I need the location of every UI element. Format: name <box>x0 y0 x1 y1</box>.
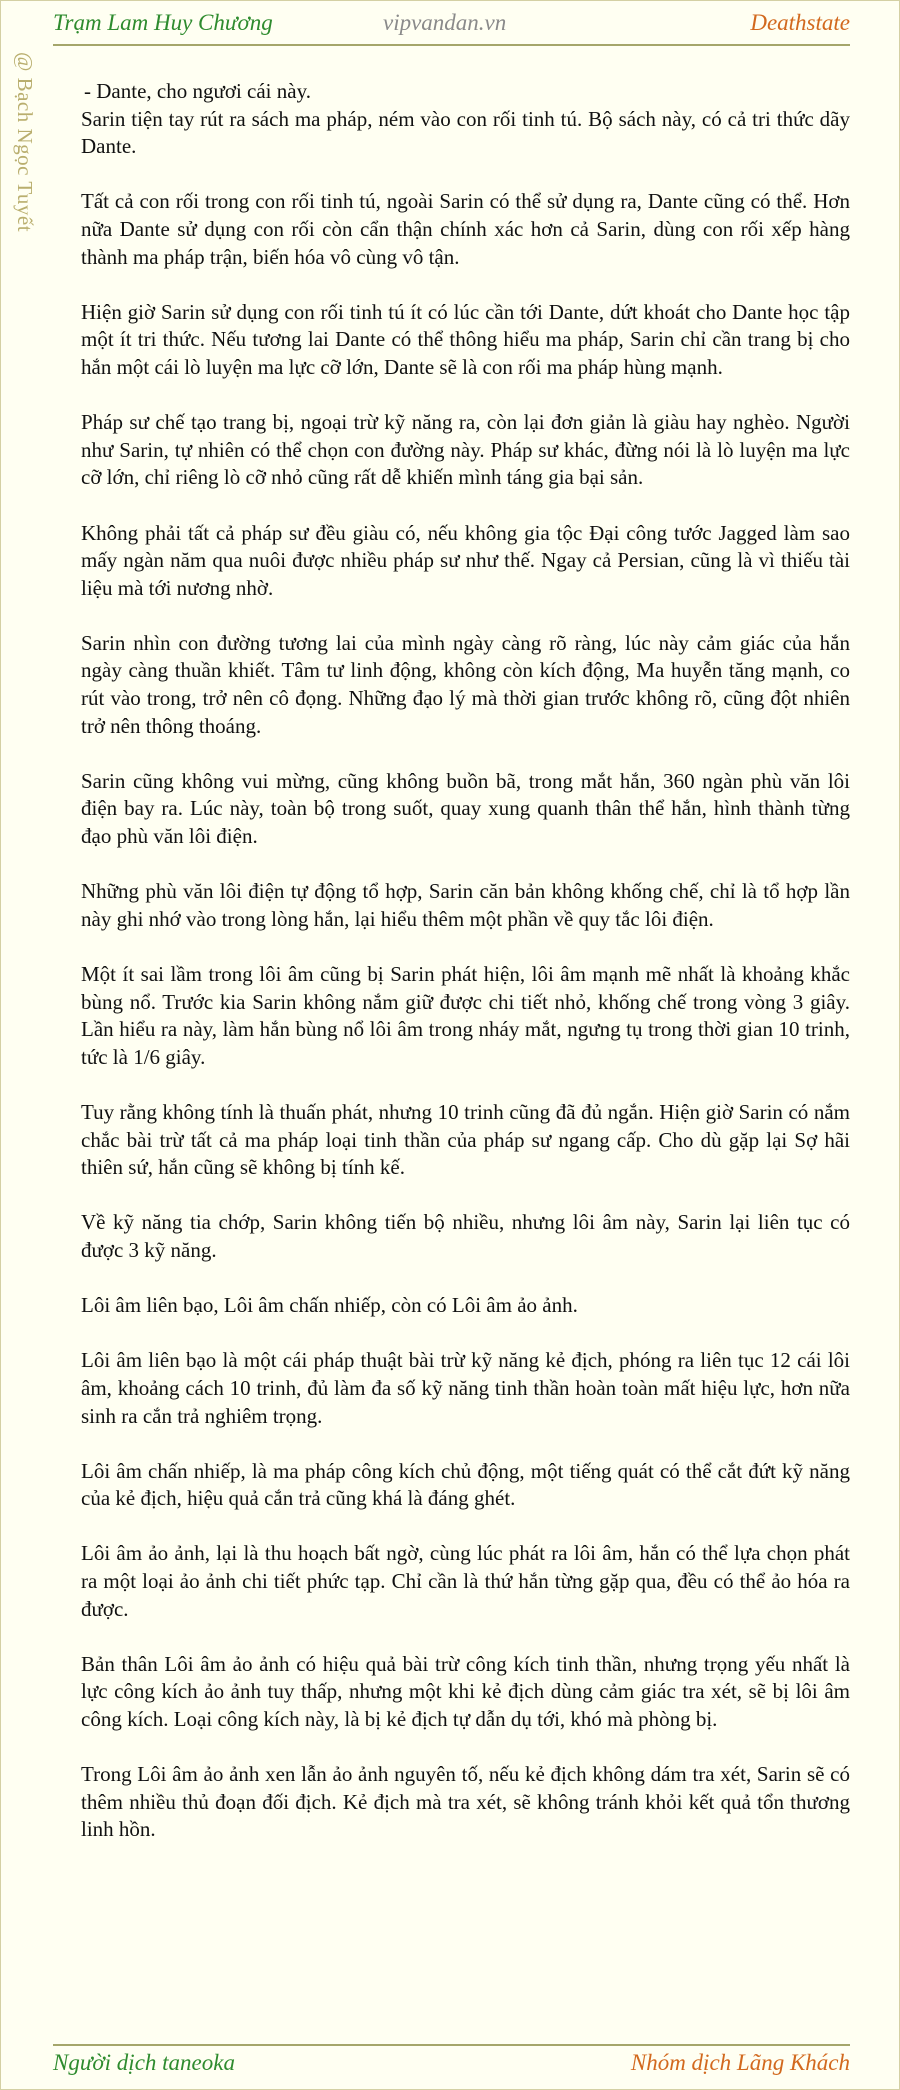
paragraph: Tất cả con rối trong con rối tinh tú, ngoài Sarin có thể sử dụng ra, Dante cũng có thể. Hơn nữa Dante sử dụng con rối còn cẩn thận chính xác hơn cả Sarin, dùng con rối xếp hàng thành ma pháp trận, biến hóa vô cùng vô tận. <box>81 189 850 269</box>
paragraph: Lôi âm chấn nhiếp, là ma pháp công kích chủ động, một tiếng quát có thể cắt đứt kỹ năng của kẻ địch, hiệu quả cắn trả cũng khá là đáng ghét. <box>81 1458 850 1511</box>
footer-group: Nhóm dịch Lãng Khách <box>630 2050 850 2075</box>
header-domain: vipvandan.vn <box>383 10 507 35</box>
header-divider <box>53 44 850 46</box>
paragraph: Về kỹ năng tia chớp, Sarin không tiến bộ nhiều, nhưng lôi âm này, Sarin lại liên tục có được 3 kỹ năng. <box>81 1210 850 1262</box>
paragraph: Những phù văn lôi điện tự động tổ hợp, Sarin căn bản không khống chế, chỉ là tổ hợp lần này ghi nhớ vào trong lòng hắn, lại hiểu thêm một phần về quy tắc lôi điện. <box>81 879 850 931</box>
side-credit: @ Bạch Ngọc Tuyết <box>13 52 37 233</box>
paragraph: Sarin nhìn con đường tương lai của mình ngày càng rõ ràng, lúc này cảm giác của hắn ngày càng thuần khiết. Tâm tư linh động, không còn kích động, Ma huyễn tăng mạnh, co rút vào trong, trở nên cô đọng. Những đạo lý mà thời gian trước không rõ, cũng đột nhiên trở nên thông thoáng. <box>81 630 850 738</box>
paragraph: Không phải tất cả pháp sư đều giàu có, nếu không gia tộc Đại công tước Jagged làm sao mấy ngàn năm qua nuôi được nhiều pháp sư như thế. Ngay cả Persian, cũng là vì thiếu tài liệu mà tới nương nhờ. <box>81 520 850 600</box>
paragraph: Sarin cũng không vui mừng, cũng không buồn bã, trong mắt hắn, 360 ngàn phù văn lôi điện bay ra. Lúc này, toàn bộ trong suốt, quay xung quanh thân thể hắn, hình thành từng đạo phù văn lôi điện. <box>81 768 850 849</box>
paragraph: Trong Lôi âm ảo ảnh xen lẫn ảo ảnh nguyên tố, nếu kẻ địch không dám tra xét, Sarin sẽ có thêm nhiều thủ đoạn đối địch. Kẻ địch mà tra xét, sẽ không tránh khỏi kết quả tổn thương linh hồn. <box>81 1762 850 1842</box>
paragraph: Pháp sư chế tạo trang bị, ngoại trừ kỹ năng ra, còn lại đơn giản là giàu hay nghèo. Người như Sarin, tự nhiên có thể chọn con đường này. Pháp sư khác, đừng nói là lò luyện ma lực cỡ lớn, chỉ riêng lò cỡ nhỏ cũng rất dễ khiến mình táng gia bại sản. <box>81 410 850 490</box>
paragraph: Tuy rằng không tính là thuấn phát, nhưng 10 trinh cũng đã đủ ngắn. Hiện giờ Sarin có nắm chắc bài trừ tất cả ma pháp loại tinh thần của pháp sư ngang cấp. Cho dù gặp lại Sợ hãi thiên sứ, hắn cũng sẽ không bị tính kế. <box>81 1099 850 1180</box>
chapter-body <box>81 78 850 1958</box>
paragraph: Hiện giờ Sarin sử dụng con rối tinh tú ít có lúc cần tới Dante, dứt khoát cho Dante học tập một ít tri thức. Nếu tương lai Dante có thể thông hiểu ma pháp, Sarin chỉ cần trang bị cho hắn một cái lò luyện ma lực cỡ lớn, Dante sẽ là con rối ma pháp hùng mạnh. <box>81 299 850 379</box>
page-header <box>53 8 850 42</box>
header-book-title: Deathstate <box>750 10 850 35</box>
header-site-name: Trạm Lam Huy Chương <box>53 10 273 35</box>
footer-divider <box>53 2044 850 2046</box>
paragraph: Lôi âm liên bạo là một cái pháp thuật bài trừ kỹ năng kẻ địch, phóng ra liên tục 12 cái lôi âm, khoảng cách 10 trinh, đủ làm đa số kỹ năng tinh thần hoàn toàn mất hiệu lực, hơn nữa sinh ra cắn trả nghiêm trọng. <box>81 1348 850 1428</box>
paragraph: Bản thân Lôi âm ảo ảnh có hiệu quả bài trừ công kích tinh thần, nhưng trọng yếu nhất là lực công kích ảo ảnh tuy thấp, nhưng một khi kẻ địch dùng cảm giác tra xét, sẽ bị lôi âm công kích. Loại công kích này, là bị kẻ địch tự dẫn dụ tới, khó mà phòng bị. <box>81 1651 850 1732</box>
paragraph: Lôi âm liên bạo, Lôi âm chấn nhiếp, còn có Lôi âm ảo ảnh. <box>81 1293 578 1318</box>
paragraph: Sarin tiện tay rút ra sách ma pháp, ném vào con rối tinh tú. Bộ sách này, có cả tri thức dãy Dante. <box>81 106 850 159</box>
paragraph: - Dante, cho ngươi cái này. <box>84 79 311 103</box>
page-footer <box>53 2048 850 2082</box>
paragraph: Một ít sai lầm trong lôi âm cũng bị Sarin phát hiện, lôi âm mạnh mẽ nhất là khoảng khắc bùng nổ. Trước kia Sarin không nắm giữ được chi tiết nhỏ, khống chế trong vòng 3 giây. Lần hiểu ra này, làm hắn bùng nổ lôi âm trong nháy mắt, ngưng tụ trong thời gian 10 trinh, tức là 1/6 giây. <box>81 962 850 1069</box>
paragraph: Lôi âm ảo ảnh, lại là thu hoạch bất ngờ, cùng lúc phát ra lôi âm, hắn có thể lựa chọn phát ra một loại ảo ảnh chi tiết phức tạp. Chỉ cần là thứ hắn từng gặp qua, đều có thể ảo hóa ra được. <box>81 1541 850 1621</box>
footer-translator: Người dịch taneoka <box>53 2050 235 2075</box>
